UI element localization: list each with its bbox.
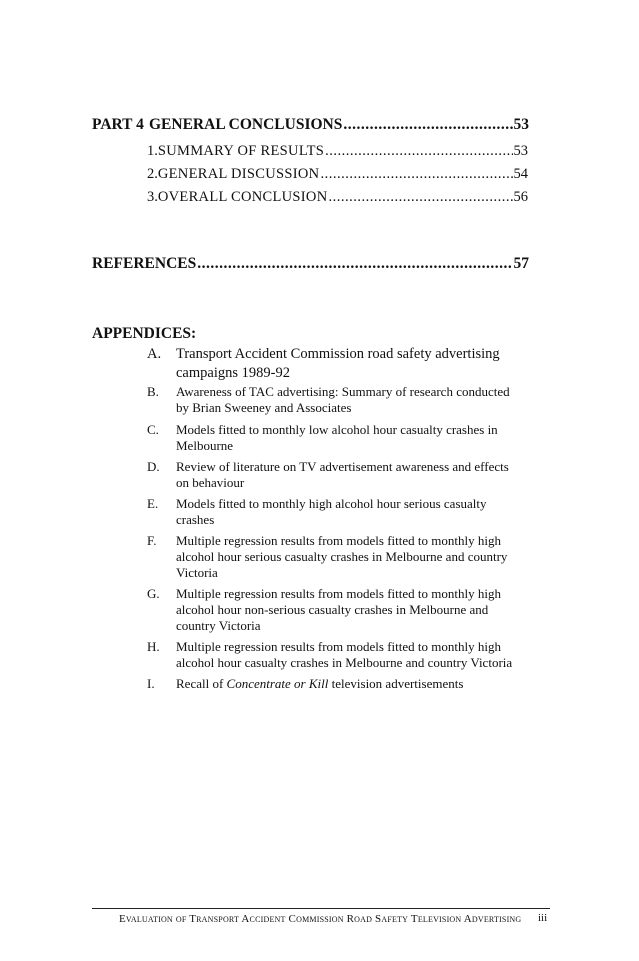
- appendix-item: [147, 496, 517, 528]
- toc-leader-dots: [343, 116, 512, 134]
- appendix-letter: H.: [147, 639, 160, 654]
- toc-part-entry: [92, 116, 529, 134]
- toc-subsection-entry: [147, 143, 528, 160]
- toc-references-title: REFERENCES: [92, 255, 197, 272]
- toc-leader-dots: [197, 255, 512, 273]
- footer-page-number: iii: [538, 912, 548, 924]
- toc-subsection-entry: [147, 189, 528, 206]
- appendix-text: Models fitted to monthly high alcohol hour serious casualty crashes: [176, 496, 487, 527]
- appendix-letter: A.: [147, 346, 162, 362]
- toc-part-title: GENERAL CONCLUSIONS: [149, 116, 343, 133]
- appendix-letter: E.: [147, 496, 159, 511]
- toc-subsection-page: 54: [513, 166, 528, 182]
- toc-subsection-number: 2.: [147, 166, 158, 182]
- appendix-letter: C.: [147, 422, 159, 437]
- toc-references-entry: [92, 255, 529, 273]
- appendix-letter: I.: [147, 676, 155, 691]
- appendix-text: Multiple regression results from models fitted to monthly high alcohol hour casualty crashes in Melbourne and country Victoria: [176, 639, 513, 670]
- appendix-item: [147, 459, 517, 491]
- appendix-item: [147, 533, 517, 581]
- toc-leader-dots: [325, 143, 512, 160]
- toc-part-number: PART 4: [92, 116, 144, 133]
- appendix-item: [147, 345, 517, 383]
- appendix-text: Recall of Concentrate or Kill television advertisements: [176, 676, 464, 691]
- toc-references-page: 57: [513, 255, 529, 272]
- appendix-letter: G.: [147, 586, 160, 601]
- appendix-text: Awareness of TAC advertising: Summary of research conducted by Brian Sweeney and Associates: [176, 384, 510, 415]
- appendices-heading: APPENDICES:: [92, 325, 197, 342]
- footer-rule: [92, 908, 550, 909]
- appendix-text: Multiple regression results from models fitted to monthly high alcohol hour serious casualty crashes in Melbourne and country Victoria: [176, 533, 508, 580]
- appendix-item: [147, 384, 517, 416]
- toc-subsection-entry: [147, 166, 528, 183]
- appendix-letter: B.: [147, 384, 159, 399]
- appendix-item: [147, 422, 517, 454]
- toc-part-page: 53: [513, 116, 529, 133]
- appendix-text: Models fitted to monthly low alcohol hour casualty crashes in Melbourne: [176, 422, 498, 453]
- toc-subsection-title: SUMMARY OF RESULTS: [157, 143, 325, 159]
- toc-subsection-title: OVERALL CONCLUSION: [157, 189, 328, 205]
- toc-leader-dots: [328, 189, 512, 206]
- appendix-item: [147, 639, 517, 671]
- appendix-letter: D.: [147, 459, 160, 474]
- toc-subsection-page: 56: [513, 189, 528, 205]
- appendix-text: Transport Accident Commission road safety advertising campaigns 1989-92: [176, 346, 500, 381]
- footer-title: Evaluation of Transport Accident Commission Road Safety Television Advertising: [119, 913, 522, 925]
- appendix-item: [147, 676, 517, 692]
- toc-subsection-number: 1.: [147, 143, 158, 159]
- appendix-campaign-title: Concentrate or Kill: [226, 676, 329, 691]
- appendix-item: [147, 586, 517, 634]
- appendix-letter: F.: [147, 533, 157, 548]
- toc-subsection-title: GENERAL DISCUSSION: [157, 166, 320, 182]
- appendix-text: Review of literature on TV advertisement awareness and effects on behaviour: [176, 459, 509, 490]
- appendix-text: Multiple regression results from models fitted to monthly high alcohol hour non-serious casualty crashes in Melbourne and country Victoria: [176, 586, 501, 633]
- toc-subsection-page: 53: [513, 143, 528, 159]
- toc-subsection-number: 3.: [147, 189, 158, 205]
- toc-leader-dots: [320, 166, 512, 183]
